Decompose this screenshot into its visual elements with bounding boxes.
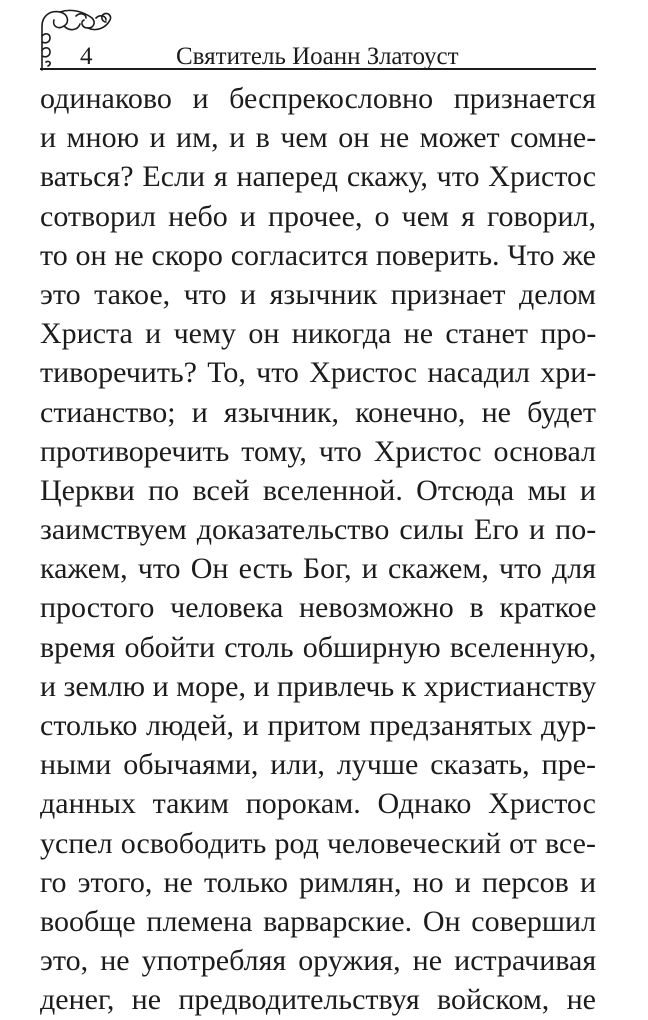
page-number: 4 (80, 43, 93, 70)
text-line: одинаково и беспрекословно признается (40, 82, 596, 115)
text-line: Церкви по всей вселенной. Отсюда мы и (40, 473, 596, 507)
text-line: это такое, что и язычник признает делом (40, 277, 596, 311)
text-line: простого человека невозможно в краткое (40, 591, 597, 625)
text-line: успел освободить род человеческий от все- (40, 826, 596, 860)
text-line: ваться? Если я наперед скажу, что Христос (40, 160, 597, 194)
body-text (40, 79, 596, 1020)
header-rule (40, 68, 596, 70)
text-line: время обойти столь обширную вселенную, (40, 630, 597, 664)
text-line: заимствуем доказательство силы Его и по- (40, 513, 597, 547)
text-line: данных таким порокам. Однако Христос (40, 787, 596, 821)
running-title: Святитель Иоанн Златоуст (176, 43, 459, 70)
text-line: то он не скоро согласится поверить. Что же (40, 238, 596, 272)
text-line: это, не употребляя оружия, не истрачивая (40, 944, 597, 978)
page-header (36, 6, 604, 72)
text-line: стианство; и язычник, конечно, не будет (40, 395, 596, 429)
ornament-icon (36, 6, 120, 72)
text-line: тиворечить? То, что Христос насадил хри- (40, 356, 597, 390)
text-line: столько людей, и притом предзанятых дур- (40, 709, 597, 742)
text-line: Христа и чему он никогда не станет про- (40, 317, 597, 351)
text-line: и землю и море, и привлечь к христианству (40, 669, 597, 703)
text-line: вообще племена варварские. Он совершил (40, 904, 597, 938)
text-line: ными обычаями, или, лучше сказать, пре- (40, 748, 596, 782)
text-line: и мною и им, и в чем он не может сомне- (40, 121, 597, 155)
text-line: го этого, не только римлян, но и персов и (40, 865, 596, 899)
text-line: кажем, что Он есть Бог, и скажем, что для (40, 552, 596, 586)
text-line: противоречить тому, что Христос основал (40, 434, 596, 468)
text-line: сотворил небо и прочее, о чем я говорил, (40, 199, 596, 233)
text-line: денег, не предводительствуя войском, не (40, 983, 596, 1017)
